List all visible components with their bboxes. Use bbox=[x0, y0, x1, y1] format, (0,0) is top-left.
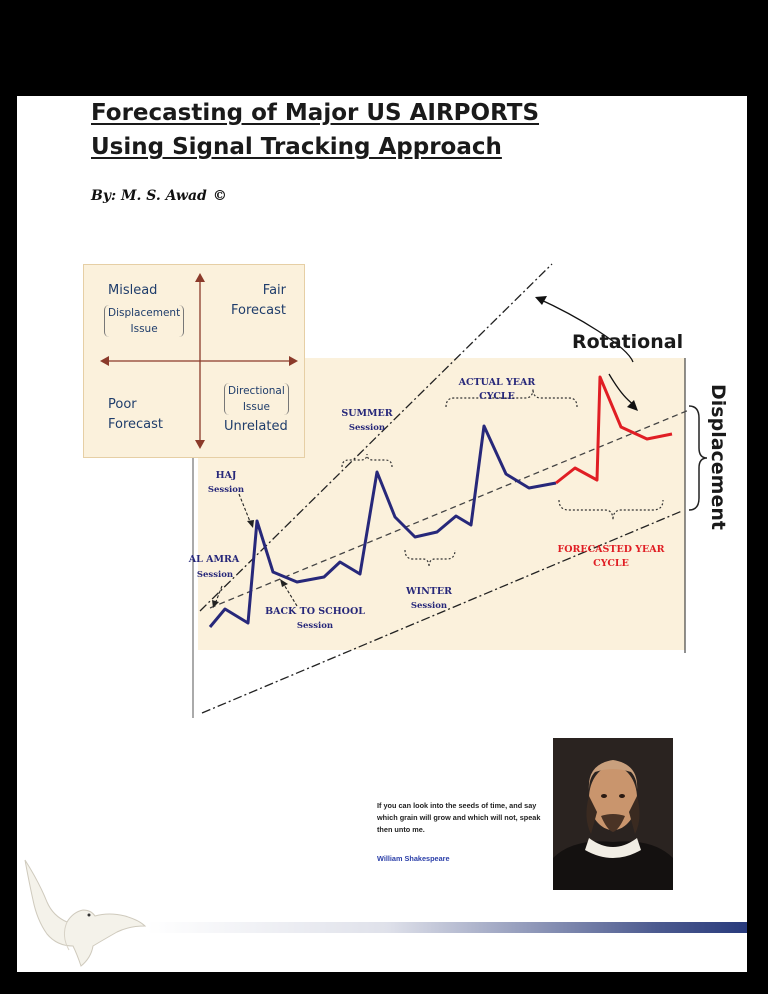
winter-label: WINTER bbox=[405, 586, 453, 597]
directional-issue-line2: Issue bbox=[242, 401, 270, 413]
quadrant-fair-forecast bbox=[224, 281, 286, 321]
rotational-label: Rotational bbox=[572, 331, 684, 353]
displacement-issue-line1: Displacement bbox=[108, 307, 181, 319]
axis-arrow-up-icon bbox=[195, 273, 205, 282]
author-signature: By: M. S. Awad bbox=[91, 188, 207, 204]
al-amra-label: AL AMRA bbox=[188, 554, 240, 565]
winter-session-label: Session bbox=[410, 601, 448, 611]
dove-icon bbox=[17, 854, 157, 972]
displacement-issue-box bbox=[104, 305, 184, 337]
shakespeare-portrait bbox=[553, 738, 673, 890]
haj-label: HAJ bbox=[215, 470, 237, 481]
forecast-label: Forecast bbox=[230, 303, 286, 318]
haj-session-label: Session bbox=[207, 485, 245, 495]
directional-issue-box bbox=[224, 383, 289, 415]
shakespeare-quote: If you can look into the seeds of time, and say which grain will grow and which will not, speak then unto me. bbox=[377, 801, 541, 834]
poor-forecast-label: Forecast bbox=[108, 417, 164, 432]
quadrant-unrelated: Unrelated bbox=[224, 419, 288, 434]
axis-arrow-left-icon bbox=[100, 356, 109, 366]
back-to-school-label: BACK TO SCHOOL bbox=[265, 606, 365, 617]
forecasted-year-label: FORECASTED YEAR bbox=[557, 544, 665, 555]
directional-issue-line1: Directional bbox=[228, 385, 285, 397]
fair-label: Fair bbox=[262, 283, 286, 298]
title-line-1: Forecasting of Major US AIRPORTS bbox=[91, 100, 540, 126]
quote-author: William Shakespeare bbox=[377, 854, 450, 863]
portrait-image bbox=[553, 738, 673, 890]
rotational-arrowhead-top-icon bbox=[535, 296, 547, 305]
copyright-symbol: © bbox=[212, 188, 227, 204]
back-to-school-session-label: Session bbox=[296, 621, 334, 631]
axis-arrow-right-icon bbox=[289, 356, 298, 366]
forecasted-year-cycle-label: CYCLE bbox=[593, 558, 629, 569]
title-line-2: Using Signal Tracking Approach bbox=[91, 134, 502, 160]
forecast-quadrant-box bbox=[83, 264, 305, 458]
footer-gradient-bar bbox=[147, 922, 747, 933]
displacement-brace bbox=[689, 406, 707, 510]
axis-arrow-down-icon bbox=[195, 440, 205, 449]
document-page bbox=[17, 96, 747, 972]
summer-label: SUMMER bbox=[341, 408, 393, 419]
displacement-label: Displacement bbox=[707, 384, 729, 530]
quadrant-poor-forecast bbox=[108, 395, 163, 435]
displacement-issue-line2: Issue bbox=[130, 323, 158, 335]
quadrant-mislead: Mislead bbox=[108, 283, 158, 298]
poor-label: Poor bbox=[108, 397, 137, 412]
al-amra-session-label: Session bbox=[196, 570, 234, 580]
summer-session-label: Session bbox=[348, 423, 386, 433]
actual-year-cycle-label: CYCLE bbox=[479, 391, 515, 402]
actual-year-label: ACTUAL YEAR bbox=[458, 377, 536, 388]
